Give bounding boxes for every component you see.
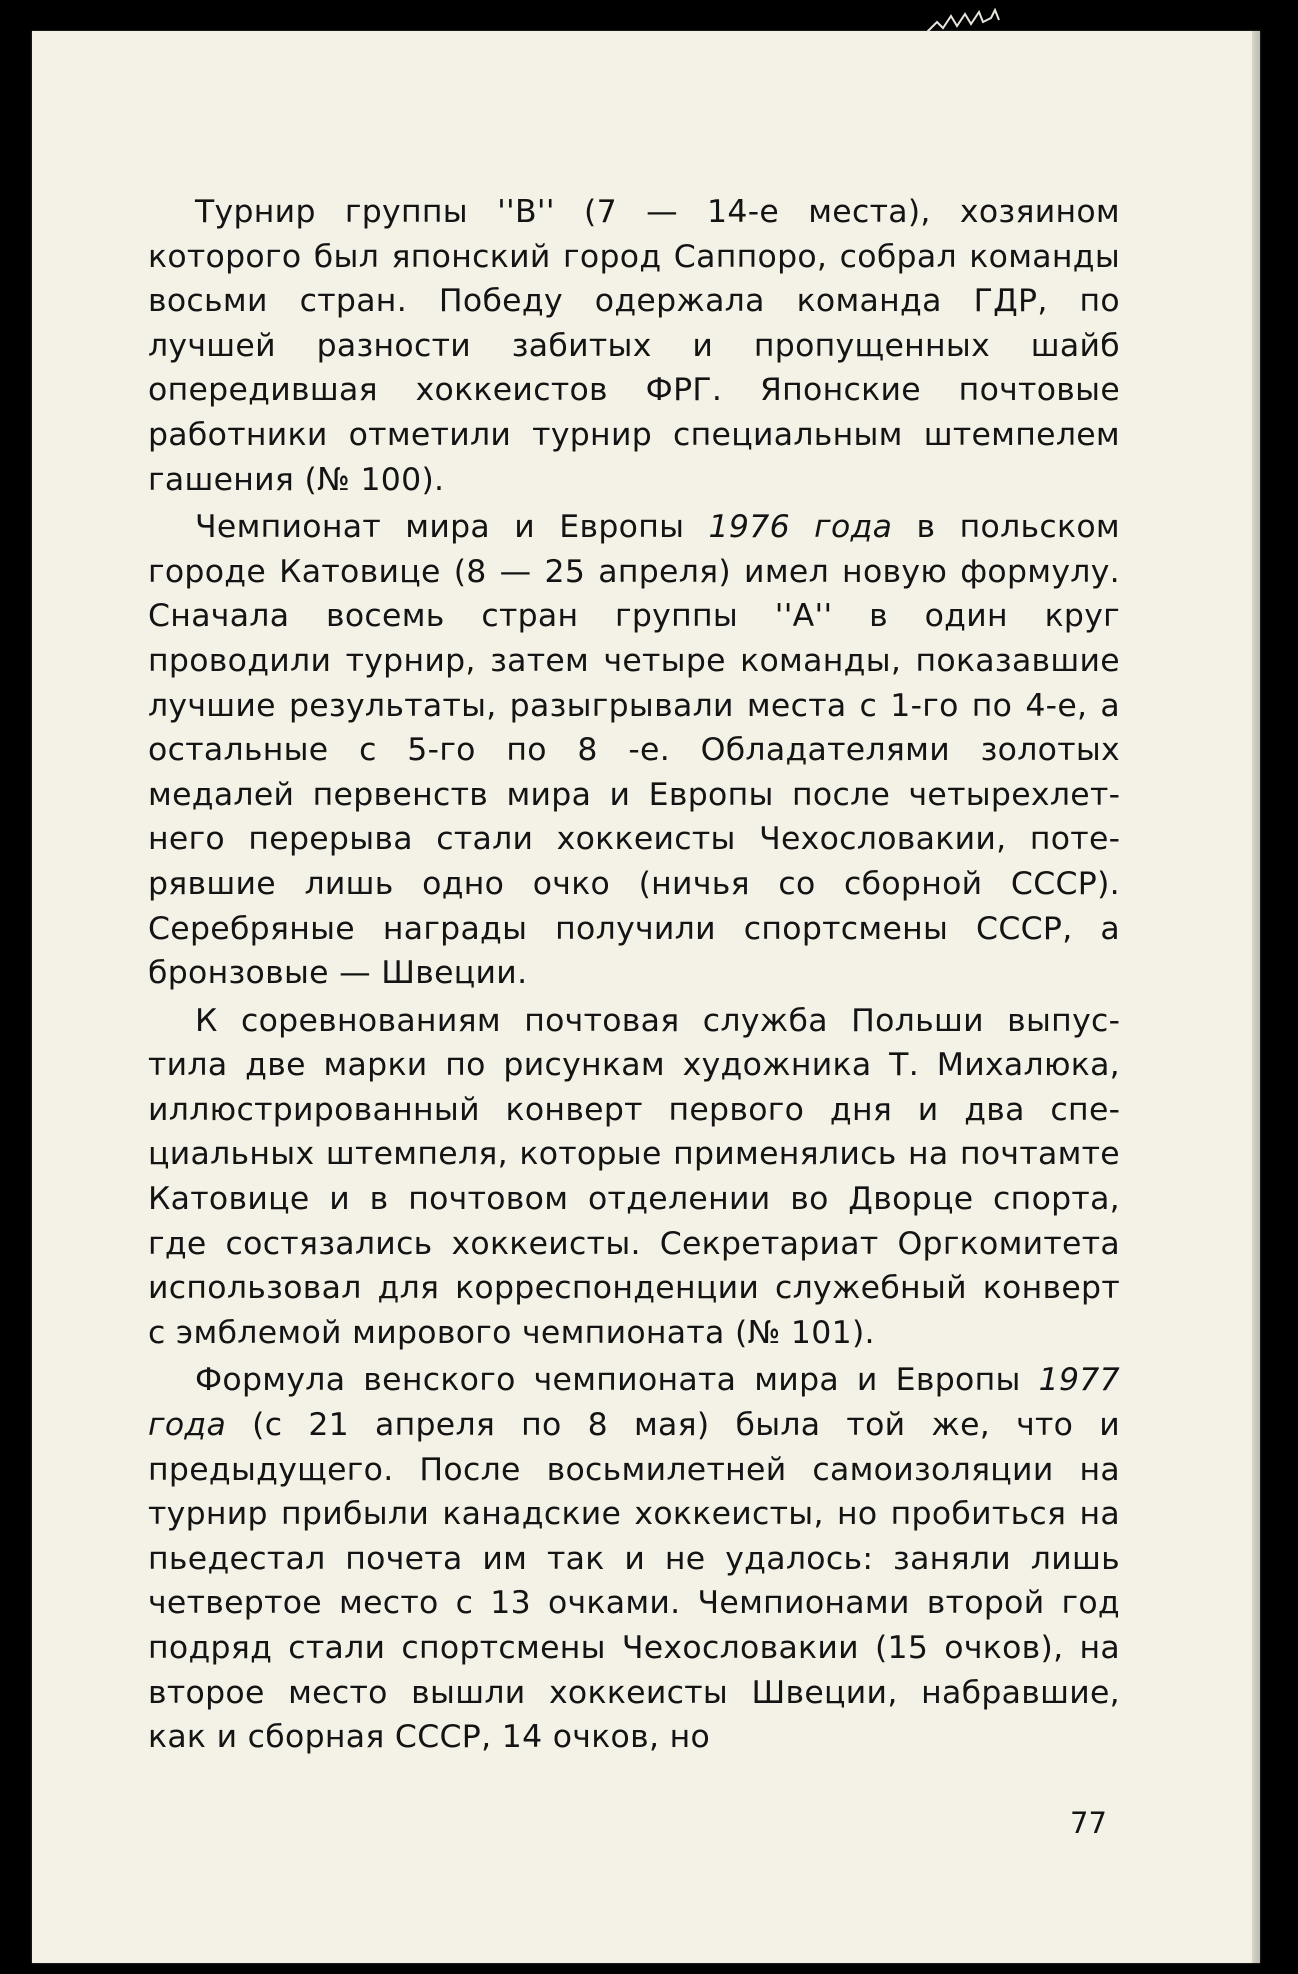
paragraph-text: Чемпионат мира и Европы (195, 509, 709, 546)
paragraph-text: К соревнованиям почтовая служба Польши выпустила две марки по рисункам художника Т. Михалюка, иллюстрированный конверт первого дня и два специальных штемпеля, которые применялись на почтамте Катовице и в почтовом отделении во Дворце спорта, где состязались хоккеисты. Секретариат Оргкомитета использовал для корреспонденции служебный конверт с эмблемой мирового чемпионата (№ 101). (148, 1002, 1120, 1351)
paragraph-text: (с 21 апреля по 8 мая) была той же, что и предыдущего. После восьмилетней самоизоляции на турнир прибыли канадские хоккеисты, но пробиться на пьедестал почета им так и не удалось: заняли лишь четвертое место с 13 очками. Чемпионами второй год подряд стали спортсмены Чехословакии (15 очков), на второе место вышли хоккеисты Швеции, набравшие, как и сборная СССР, 14 очков, но (148, 1407, 1120, 1756)
italic-year-text: 1976 года (708, 509, 893, 546)
paragraph (148, 999, 1120, 1356)
text-body (148, 190, 1120, 1760)
paragraph (148, 1358, 1120, 1759)
page-edge (1252, 31, 1260, 1963)
paragraph-text: Формула венского чемпионата мира и Европы (195, 1362, 1039, 1399)
scan-artifact (925, 8, 1015, 34)
paragraph-text: Турнир группы ''В'' (7 — 14-е места), хозяином которого был японский город Саппоро, собрал команды восьми стран. Победу одержала команда ГДР, по лучшей разности забитых и пропущенных шайб опередившая хоккеистов ФРГ. Японские почтовые работники отметили турнир специальным штемпелем гашения (№ 100). (148, 194, 1120, 498)
page-number: 77 (1070, 1806, 1107, 1840)
paragraph (148, 505, 1120, 996)
italic-year-text: 1977 года (148, 1362, 1120, 1444)
paragraph (148, 190, 1120, 502)
paragraph-text: в польском городе Катовице (8 — 25 апреля) имел новую формулу. Сначала восемь стран группы ''А'' в один круг проводили турнир, затем четыре команды, показавшие лучшие результаты, разыгрывали места с 1-го по 4-е, а остальные с 5-го по 8 -е. Обладателями золотых медалей первенств мира и Европы после четырехлетнего перерыва стали хоккеисты Чехословакии, потерявшие лишь одно очко (ничья со сборной СССР). Серебряные награды получили спортсмены СССР, а бронзовые — Швеции. (148, 509, 1120, 992)
